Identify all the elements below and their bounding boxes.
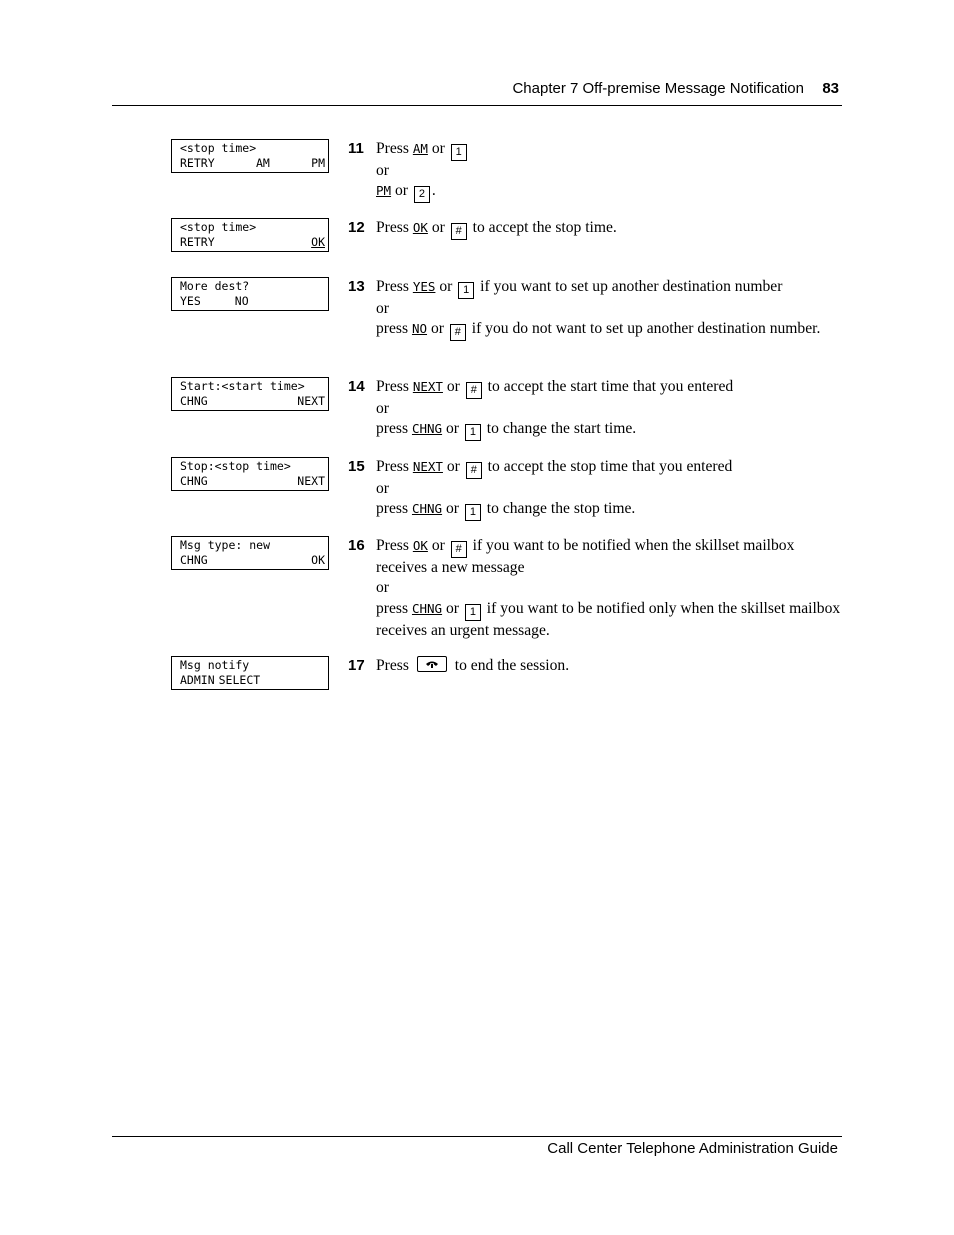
- display-line-1: Msg type: new: [180, 538, 271, 552]
- display-line-1: More dest?: [180, 279, 250, 293]
- chapter-title: Chapter 7 Off-premise Message Notification: [512, 80, 804, 97]
- display-softkey: YES: [180, 293, 201, 308]
- display-softkey: NO: [234, 293, 249, 308]
- text: or: [430, 320, 444, 338]
- display-line-1: <stop time>: [180, 220, 257, 234]
- display-line-2: [180, 156, 325, 171]
- display-softkey: AM: [255, 155, 270, 170]
- text: if you want to be notified only when the skillset mailbox receives an urgent message.: [376, 599, 841, 639]
- text: or: [439, 278, 453, 295]
- text: Press: [376, 458, 409, 475]
- display-line-2: [180, 294, 325, 309]
- dialpad-key: 2: [414, 186, 430, 203]
- dialpad-key: 1: [465, 604, 481, 621]
- dialpad-key: 1: [465, 424, 481, 441]
- dialpad-key: 1: [451, 144, 467, 161]
- dialpad-key: 1: [458, 282, 474, 299]
- display-softkey: CHNG: [180, 473, 208, 488]
- text: press: [376, 320, 409, 338]
- display-panel: [171, 218, 329, 252]
- step-text: [376, 139, 841, 203]
- text: or: [445, 599, 459, 617]
- step-text: [376, 218, 841, 240]
- softkey-label: PM: [376, 183, 392, 199]
- text: to accept the stop time.: [472, 219, 617, 236]
- text: if you do not want to set up another destination number.: [471, 320, 821, 338]
- display-panel: [171, 377, 329, 411]
- text: press: [376, 599, 409, 617]
- display-line-2: [180, 235, 325, 250]
- text: to accept the stop time that you entered: [487, 458, 733, 475]
- softkey-label: CHNG: [411, 421, 443, 437]
- display-line-1: Stop:<stop time>: [180, 459, 291, 473]
- display-panel: [171, 656, 329, 690]
- text: or: [376, 480, 389, 497]
- dialpad-key: 1: [465, 504, 481, 521]
- display-softkey: OK: [311, 552, 325, 567]
- display-softkey: CHNG: [180, 552, 208, 567]
- display-line-2: [180, 474, 325, 489]
- step-number: 11: [348, 140, 364, 157]
- softkey-label: NO: [411, 321, 428, 337]
- display-line-2: [180, 394, 325, 409]
- step-text: [376, 536, 841, 641]
- display-line-1: Start:<start time>: [180, 379, 305, 393]
- page-header: [112, 78, 842, 106]
- display-panel: [171, 536, 329, 570]
- softkey-label: NEXT: [412, 459, 443, 474]
- dialpad-key: #: [466, 462, 482, 479]
- text: or: [445, 420, 459, 438]
- page-number: 83: [822, 80, 839, 97]
- softkey-label: CHNG: [411, 600, 443, 616]
- dialpad-key: #: [466, 382, 482, 399]
- softkey-label: CHNG: [411, 501, 443, 517]
- display-panel: [171, 139, 329, 173]
- display-softkey: PM: [311, 155, 325, 170]
- text: Press: [376, 140, 409, 157]
- dialpad-key: #: [451, 223, 467, 240]
- text: or: [431, 219, 445, 236]
- text: or: [431, 537, 445, 554]
- text: Press: [376, 378, 409, 395]
- text: or: [376, 400, 389, 417]
- display-softkey: NEXT: [297, 473, 325, 488]
- page-footer: [112, 1136, 842, 1157]
- text: or: [376, 579, 389, 597]
- text: or: [376, 300, 389, 317]
- display-line-2: [180, 673, 325, 688]
- step-number: 13: [348, 278, 365, 295]
- softkey-label: YES: [412, 279, 436, 294]
- text: or: [394, 182, 408, 200]
- guide-title: Call Center Telephone Administration Guide: [547, 1140, 838, 1157]
- text: or: [445, 500, 459, 518]
- display-softkey: SELECT: [218, 672, 261, 687]
- dialpad-key: #: [451, 541, 467, 558]
- step-text: [376, 277, 841, 341]
- softkey-label: OK: [412, 538, 428, 553]
- text: press: [376, 420, 409, 438]
- step-number: 16: [348, 537, 365, 554]
- display-softkey: OK: [311, 234, 325, 249]
- display-softkey: NEXT: [297, 393, 325, 408]
- step-text: [376, 457, 841, 521]
- step-number: 15: [348, 458, 365, 475]
- display-softkey: RETRY: [180, 234, 215, 249]
- text: Press: [376, 657, 409, 674]
- display-line-2: [180, 553, 325, 568]
- release-key-icon: [417, 656, 447, 672]
- text: Press: [376, 219, 409, 236]
- text: Press: [376, 278, 409, 295]
- display-softkey: ADMIN: [180, 672, 215, 687]
- dialpad-key: #: [450, 324, 466, 341]
- display-panel: [171, 457, 329, 491]
- text: to change the start time.: [486, 420, 637, 438]
- text: or: [446, 458, 460, 475]
- softkey-label: AM: [412, 141, 428, 156]
- text: or: [376, 162, 389, 179]
- text: or: [446, 378, 460, 395]
- text: if you want to be notified when the skillset mailbox receives a new message: [376, 537, 795, 576]
- step-number: 17: [348, 657, 365, 674]
- text: to end the session.: [454, 657, 570, 674]
- text: to change the stop time.: [486, 500, 636, 518]
- softkey-label: NEXT: [412, 379, 443, 394]
- text: press: [376, 500, 409, 518]
- step-number: 12: [348, 219, 365, 236]
- step-text: [376, 377, 841, 441]
- display-line-1: <stop time>: [180, 141, 257, 155]
- step-number: 14: [348, 378, 365, 395]
- display-line-1: Msg notify: [180, 658, 250, 672]
- text: if you want to set up another destination number: [480, 278, 783, 295]
- step-text: [376, 656, 841, 676]
- text: Press: [376, 537, 409, 554]
- softkey-label: OK: [412, 220, 428, 235]
- display-softkey: CHNG: [180, 393, 208, 408]
- text: .: [431, 182, 436, 200]
- display-panel: [171, 277, 329, 311]
- text: or: [431, 140, 445, 157]
- text: to accept the start time that you entered: [487, 378, 734, 395]
- display-softkey: RETRY: [180, 155, 215, 170]
